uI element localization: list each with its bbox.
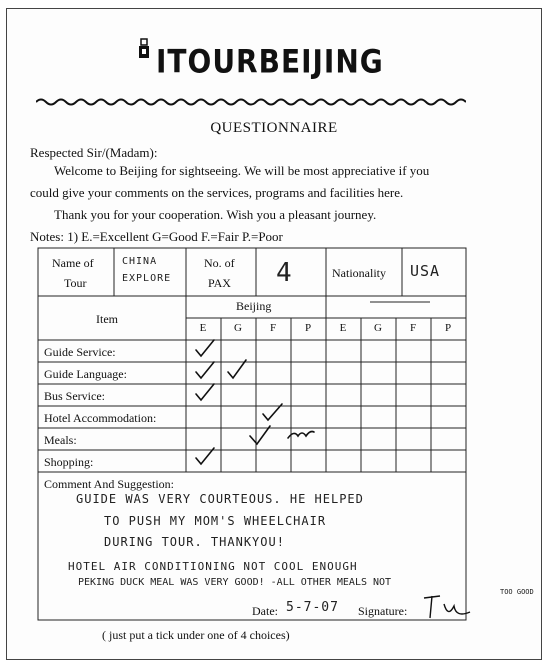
tour-name-line-1: CHINA xyxy=(122,256,158,267)
intro-line-3: Thank you for your cooperation. Wish you a pleasant journey. xyxy=(54,207,377,222)
comment-line-3: DURING TOUR. THANKYOU! xyxy=(104,535,285,549)
comment-line-4: HOTEL AIR CONDITIONING NOT COOL ENOUGH xyxy=(68,560,358,573)
nationality-label: Nationality xyxy=(332,266,386,280)
intro-line-1: Welcome to Beijing for sightseeing. We will be most appreciative if you xyxy=(54,163,430,178)
item-guide-service: Guide Service: xyxy=(44,345,116,359)
grade-header-e-2: E xyxy=(339,322,347,334)
signature-label: Signature: xyxy=(358,604,408,618)
pax-label-1: No. of xyxy=(204,256,235,270)
grade-header-p-2: P xyxy=(444,322,452,334)
intro-line-2: could give your comments on the services, programs and facilities here. xyxy=(30,185,404,200)
notes-legend: Notes: 1) E.=Excellent G=Good F.=Fair P.=Poor xyxy=(30,229,283,244)
grade-header-f: F xyxy=(269,322,277,334)
item-shopping: Shopping: xyxy=(44,455,94,469)
item-meals: Meals: xyxy=(44,433,77,447)
grade-header-e: E xyxy=(199,322,207,334)
comment-line-1: GUIDE WAS VERY COURTEOUS. HE HELPED xyxy=(76,492,364,506)
salutation: Respected Sir/(Madam): xyxy=(30,145,158,160)
logo-text: ITOURBEIJING xyxy=(156,42,384,81)
grade-header-g: G xyxy=(234,322,242,334)
comment-line-6: TOO GOOD xyxy=(500,588,534,596)
pax-label-2: PAX xyxy=(208,276,231,290)
name-of-tour-label-2: Tour xyxy=(64,276,87,290)
item-hotel-accommodation: Hotel Accommodation: xyxy=(44,411,157,425)
comment-line-2: TO PUSH MY MOM'S WHEELCHAIR xyxy=(104,514,327,528)
date-label: Date: xyxy=(252,604,278,618)
item-guide-language: Guide Language: xyxy=(44,367,127,381)
comment-label: Comment And Suggestion: xyxy=(44,477,175,491)
tour-name-line-2: EXPLORE xyxy=(122,273,172,284)
comment-line-5: PEKING DUCK MEAL WAS VERY GOOD! -ALL OTHER MEALS NOT xyxy=(78,577,392,588)
grade-header-g-2: G xyxy=(374,322,382,334)
city-header: Beijing xyxy=(236,299,272,313)
date-value: 5-7-07 xyxy=(286,600,339,615)
grade-header-p: P xyxy=(304,322,312,334)
item-bus-service: Bus Service: xyxy=(44,389,105,403)
footer-instruction: ( just put a tick under one of 4 choices) xyxy=(102,628,290,642)
questionnaire-title: QUESTIONNAIRE xyxy=(210,120,338,136)
name-of-tour-label-1: Name of xyxy=(52,256,94,270)
nationality-value: USA xyxy=(410,262,441,280)
grade-header-f-2: F xyxy=(409,322,417,334)
pax-value: 4 xyxy=(276,258,293,288)
item-column-header: Item xyxy=(96,312,118,326)
